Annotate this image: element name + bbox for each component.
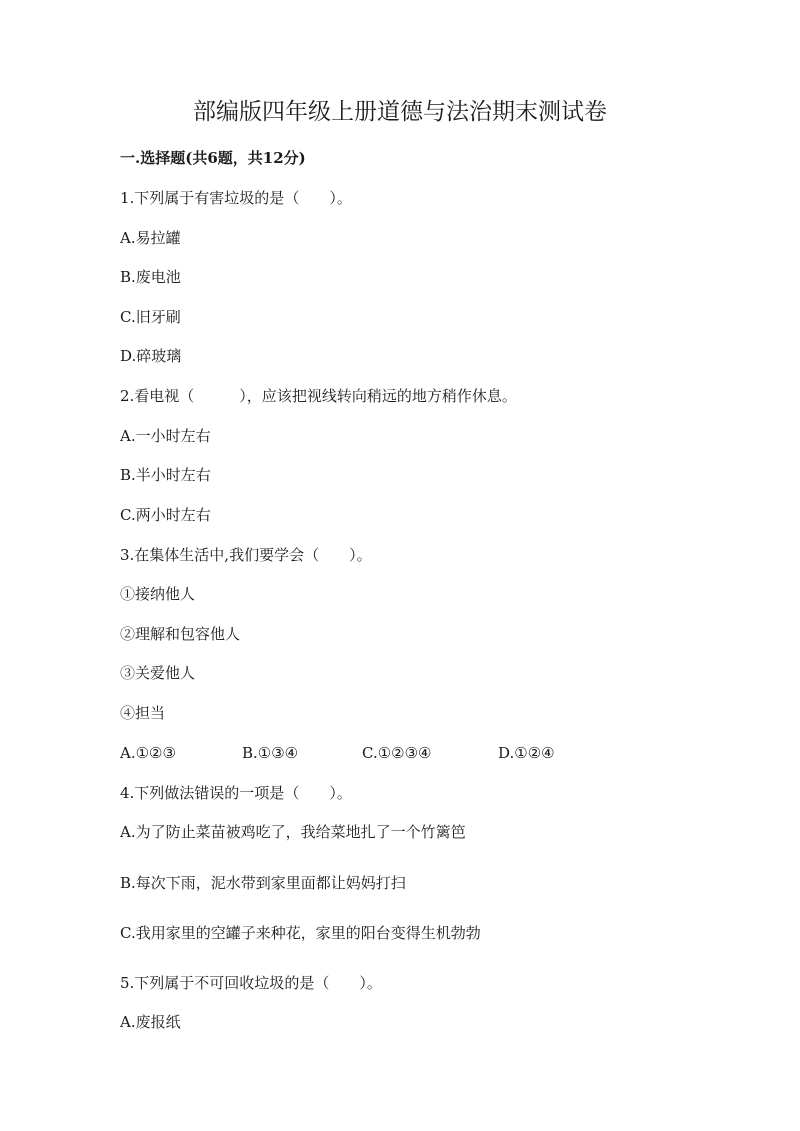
page-title: 部编版四年级上册道德与法治期末测试卷 (193, 99, 607, 125)
question-4-option-a: A.为了防止菜苗被鸡吃了，我给菜地扎了一个竹篱笆 (120, 823, 466, 841)
question-3-stem: 3.在集体生活中,我们要学会（ ）。 (120, 546, 372, 564)
question-5-stem: 5.下列属于不可回收垃圾的是（ ）。 (120, 974, 382, 992)
question-2-option-c: C.两小时左右 (120, 506, 211, 524)
question-4-stem: 4.下列做法错误的一项是（ ）。 (120, 784, 352, 802)
question-4-option-b: B.每次下雨，泥水带到家里面都让妈妈打扫 (120, 874, 406, 892)
question-1-option-b: B.废电池 (120, 268, 181, 286)
question-1-option-c: C.旧牙刷 (120, 308, 181, 326)
question-3-option-c: C.①②③④ (362, 744, 432, 762)
question-3-item-4: ④担当 (120, 704, 166, 722)
question-3-option-d: D.①②④ (498, 744, 555, 762)
question-2-option-a: A.一小时左右 (120, 427, 211, 445)
question-3-item-1: ①接纳他人 (120, 585, 196, 603)
question-4-option-c: C.我用家里的空罐子来种花，家里的阳台变得生机勃勃 (120, 924, 481, 942)
question-2-stem: 2.看电视（ ），应该把视线转向稍远的地方稍作休息。 (120, 387, 517, 405)
question-1-stem: 1.下列属于有害垃圾的是（ ）。 (120, 189, 352, 207)
question-3-item-3: ③关爱他人 (120, 664, 196, 682)
question-1-option-a: A.易拉罐 (120, 229, 181, 247)
question-3-option-a: A.①②③ (120, 744, 176, 762)
question-3-item-2: ②理解和包容他人 (120, 625, 241, 643)
question-3-option-b: B.①③④ (242, 744, 299, 762)
question-2-option-b: B.半小时左右 (120, 466, 211, 484)
question-5-option-a: A.废报纸 (120, 1013, 181, 1031)
question-1-option-d: D.碎玻璃 (120, 347, 182, 365)
question-3-options (120, 741, 720, 765)
section-heading: 一.选择题(共6题，共12分) (120, 149, 306, 167)
